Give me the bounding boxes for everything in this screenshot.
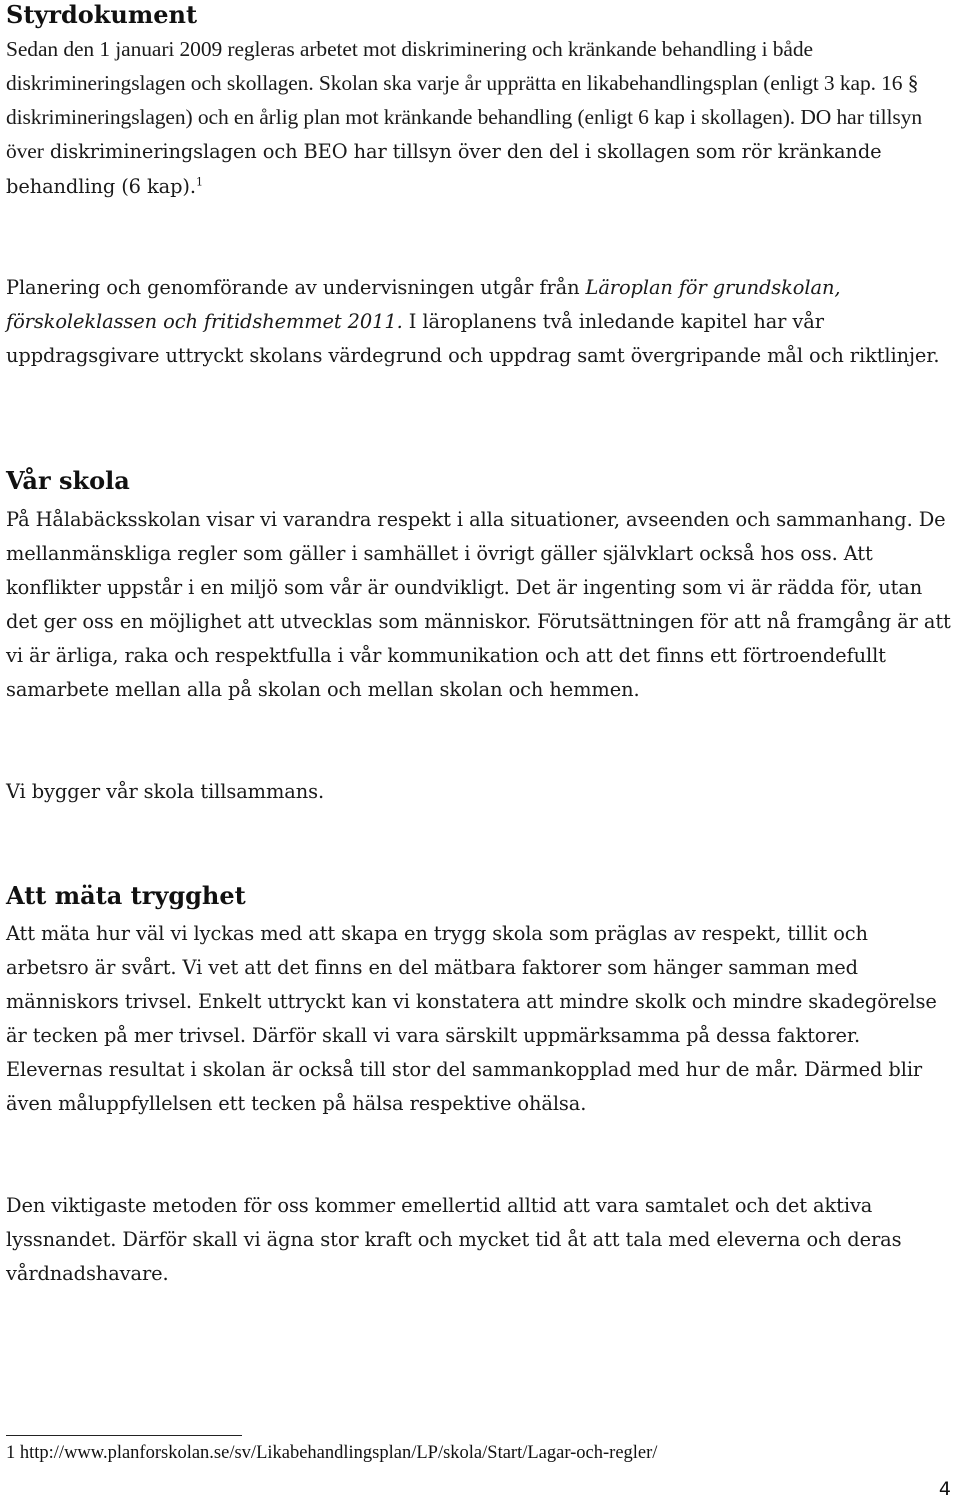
section-var-skola [6, 466, 954, 496]
paragraph-styrdokument-laws [6, 32, 954, 204]
heading-var-skola: Vår skola [6, 466, 130, 495]
paragraph-text: Sedan den 1 januari 2009 regleras arbetet mot diskriminering och kränkande behandling i både diskrimineringslagen och skollagen. Skolan ska varje år upprätta en likabehandlingsplan (enligt 3 kap. 16 § diskrimineringslagen) och en årlig plan mot kränkande behandling (enligt 6 kap i skollagen). DO har tillsyn över [6, 37, 922, 163]
page-number: 4 [938, 1478, 951, 1500]
paragraph-text: På Hålabäcksskolan visar vi varandra respekt i alla situationer, avseenden och sammanhang. De mellanmänskliga regler som gäller i samhället i övrigt gäller självklart också hos oss. Att konflikter uppstår i en miljö som vår är oundvikligt. Det är ingenting som vi är rädda för, utan det ger oss en möjlighet att utvecklas som människor. Förutsättningen för att nå framgång är att vi är ärliga, raka och respektfulla i vår kommunikation och att det finns ett förtroendefullt samarbete mellan alla på skolan och mellan skolan och hemmen. [6, 508, 951, 701]
section-att-mata-trygghet [6, 881, 954, 911]
laroplan-title: Läroplan för grundskolan, förskoleklassen och fritidshemmet 2011. [6, 276, 841, 333]
footnote-link[interactable]: http://www.planforskolan.se/sv/Likabehandlingsplan/LP/skola/Start/Lagar-och-regler/ [19, 1443, 658, 1463]
paragraph-text: Den viktigaste metoden för oss kommer emellertid alltid att vara samtalet och det aktiva lyssnandet. Därför skall vi ägna stor kraft och mycket tid åt att tala med eleverna och deras vårdnadshavare. [6, 1194, 902, 1285]
heading-att-mata-trygghet: Att mäta trygghet [6, 881, 246, 910]
paragraph-laroplan [6, 271, 954, 373]
paragraph-text-continued: I läroplanens två inledande kapitel har vår uppdragsgivare uttryckt skolans värdegrund och uppdrag samt övergripande mål och riktlinjer. [6, 310, 940, 367]
footnote [6, 1441, 657, 1465]
paragraph-text: Planering och genomförande av undervisningen utgår från [6, 276, 586, 299]
paragraph-tillsammans [6, 775, 954, 809]
section-styrdokument [6, 0, 954, 30]
paragraph-mata-trygghet [6, 917, 954, 1121]
paragraph-text: Vi bygger vår skola tillsammans. [6, 780, 325, 803]
paragraph-text-continued: diskrimineringslagen och BEO har tillsyn över den del i skollagen som rör kränkande behandling (6 kap). [6, 140, 882, 198]
footnote-number: 1 [6, 1443, 16, 1463]
heading-styrdokument: Styrdokument [6, 0, 198, 29]
footnote-divider [6, 1435, 242, 1436]
paragraph-text: Att mäta hur väl vi lyckas med att skapa en trygg skola som präglas av respekt, tillit och arbetsro är svårt. Vi vet att det finns en del mätbara faktorer som hänger samman med människors trivsel. Enkelt uttryckt kan vi konstatera att mindre skolk och mindre skadegörelse är tecken på mer trivsel. Därför skall vi vara särskilt uppmärksamma på dessa faktorer. Elevernas resultat i skolan är också till stor del sammankopplad med hur de mår. Därmed blir även måluppfyllelsen ett tecken på hälsa respektive ohälsa. [6, 922, 937, 1115]
footnote-reference[interactable]: 1 [195, 175, 203, 189]
paragraph-samtalet [6, 1189, 954, 1291]
paragraph-var-skola [6, 503, 954, 707]
